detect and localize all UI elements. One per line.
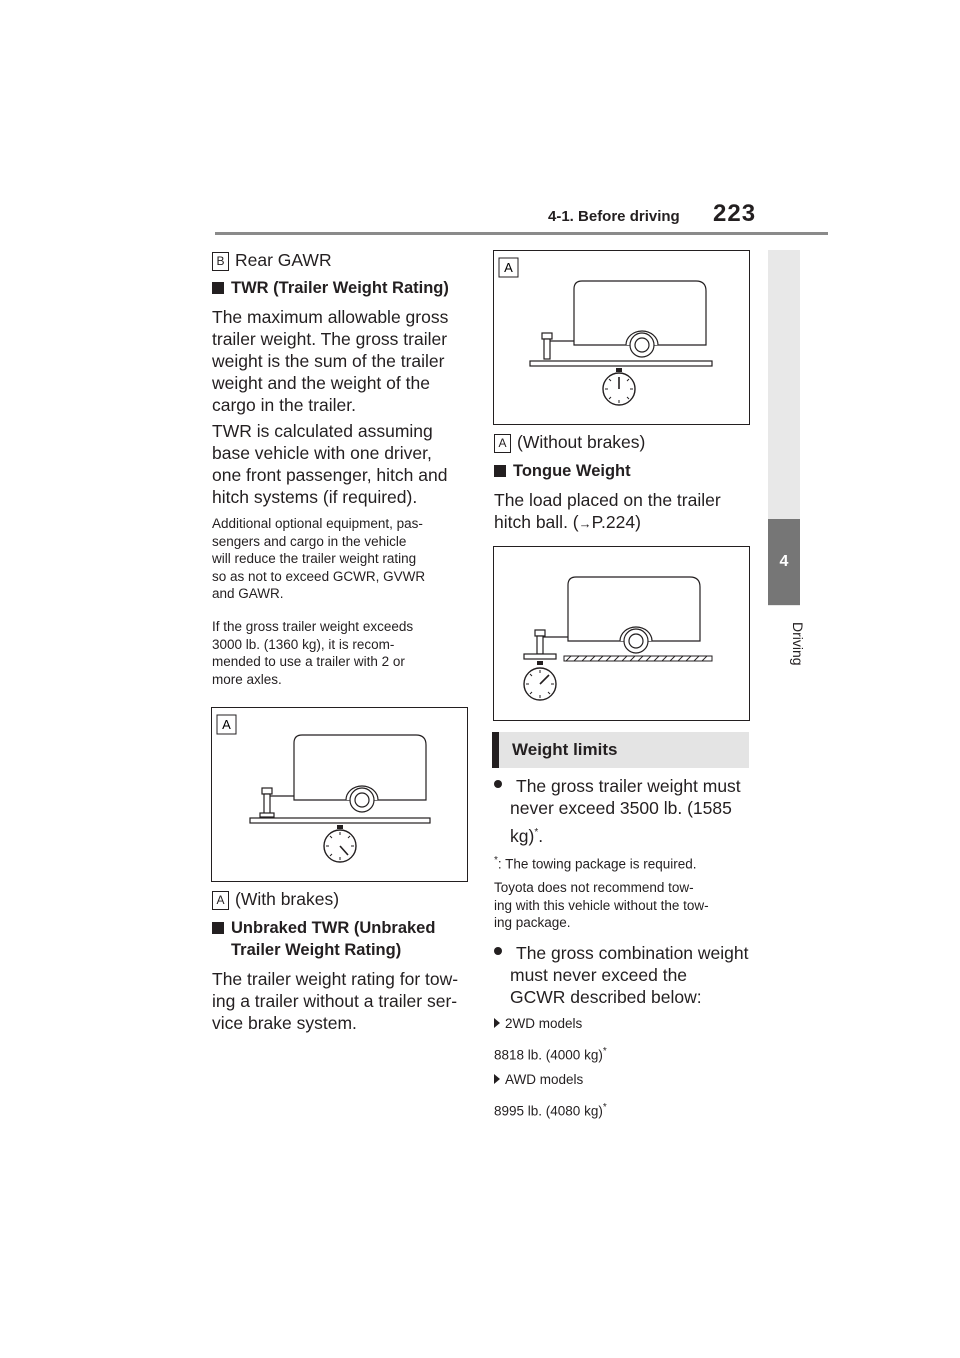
svg-text:A: A bbox=[504, 260, 513, 275]
unbraked-twr-paragraph: The trailer weight rating for tow- ing a trailer without a trailer ser- vice brake system. bbox=[212, 969, 459, 1033]
callout-tag-a: A bbox=[494, 434, 511, 453]
caption-without-brakes: A (Without brakes) bbox=[494, 431, 645, 453]
twr-note-2: If the gross trailer weight exceeds 3000 lb. (1360 kg), it is recom- mended to use a trailer with 2 or more axles. bbox=[212, 619, 414, 687]
rear-gawr-item bbox=[212, 249, 332, 271]
tongue-weight-paragraph: The load placed on the trailer hitch ball. (→P.224) bbox=[494, 490, 721, 532]
caption-with-brakes: A (With brakes) bbox=[212, 888, 339, 910]
twr-note-1: Additional optional equipment, pas- sengers and cargo in the vehicle will reduce the trailer weight rating so as not to exceed GCWR, GVWR and GAWR. bbox=[212, 516, 426, 601]
twr-paragraph-2: TWR is calculated assuming base vehicle with one driver, one front passenger, hitch and hitch systems (if required). bbox=[212, 421, 448, 507]
page-number: 223 bbox=[713, 200, 757, 227]
tongue-weight-illustration bbox=[494, 547, 749, 720]
chapter-label: Driving bbox=[790, 622, 806, 666]
bullet-dot-icon bbox=[494, 780, 502, 788]
arrow-reference-icon: → bbox=[578, 516, 592, 531]
square-bullet-icon bbox=[212, 922, 224, 934]
callout-tag-b: B bbox=[212, 252, 229, 271]
rear-gawr-label: Rear GAWR bbox=[235, 250, 332, 270]
bullet-gross-trailer-weight: The gross trailer weight must never exceed 3500 lb. (1585 kg)*. bbox=[494, 775, 756, 847]
value-awd: 8995 lb. (4080 kg)* bbox=[494, 1102, 607, 1119]
twr-paragraph-1: The maximum allowable gross trailer weight. The gross trailer weight is the sum of the trailer weight and the weight of the cargo in the trailer. bbox=[212, 307, 449, 415]
header-rule bbox=[215, 232, 828, 235]
svg-text:A: A bbox=[222, 717, 231, 732]
figure-tongue-weight bbox=[493, 546, 750, 721]
triangle-bullet-icon bbox=[494, 1074, 500, 1084]
trailer-without-brakes-illustration bbox=[494, 251, 749, 424]
square-bullet-icon bbox=[212, 282, 224, 294]
footnote-towing-package: *: The towing package is required. bbox=[494, 855, 697, 872]
trailer-with-brakes-illustration bbox=[212, 708, 467, 881]
square-bullet-icon bbox=[494, 465, 506, 477]
weight-limits-heading: Weight limits bbox=[512, 740, 618, 759]
twr-heading: TWR (Trailer Weight Rating) bbox=[212, 277, 449, 299]
callout-tag-a: A bbox=[212, 891, 229, 910]
towing-note: Toyota does not recommend tow- ing with this vehicle without the tow- ing package. bbox=[494, 880, 709, 930]
section-title: 4-1. Before driving bbox=[548, 208, 680, 225]
bullet-dot-icon bbox=[494, 947, 502, 955]
model-2wd: 2WD models bbox=[494, 1015, 582, 1033]
value-2wd: 8818 lb. (4000 kg)* bbox=[494, 1046, 607, 1063]
bullet-gross-combination-weight: The gross combination weight must never exceed the GCWR described below: bbox=[494, 942, 756, 1008]
chapter-number: 4 bbox=[768, 519, 800, 605]
unbraked-twr-heading: Unbraked TWR (Unbraked Trailer Weight Rating) bbox=[212, 917, 474, 961]
model-awd: AWD models bbox=[494, 1071, 583, 1089]
triangle-bullet-icon bbox=[494, 1018, 500, 1028]
figure-with-brakes bbox=[211, 707, 468, 882]
tongue-weight-heading: Tongue Weight bbox=[494, 460, 631, 482]
figure-without-brakes bbox=[493, 250, 750, 425]
page-reference-link[interactable]: P.224) bbox=[591, 512, 641, 532]
